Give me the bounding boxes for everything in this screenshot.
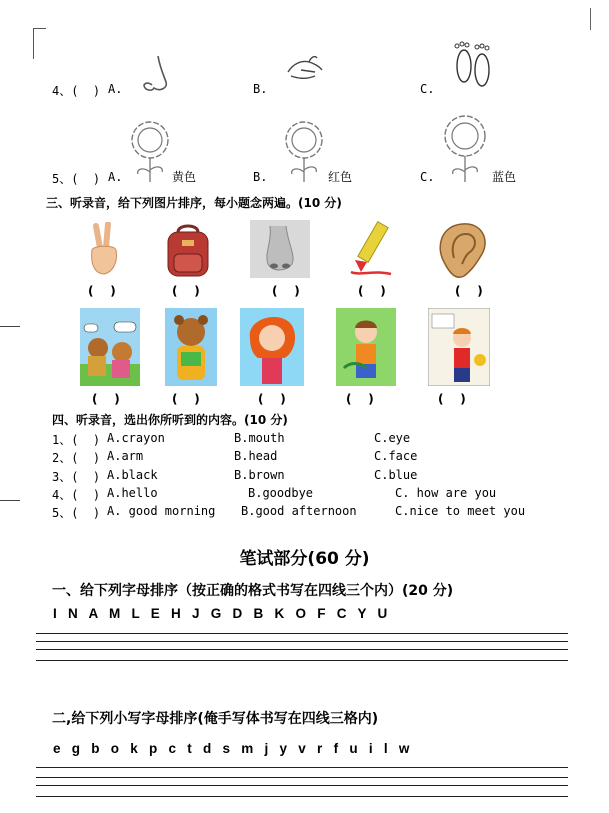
answer-paren[interactable]: ( ) — [172, 284, 200, 298]
s4-row5-number: 5、( ) — [52, 506, 101, 520]
q5-color-c: 蓝色 — [492, 170, 517, 184]
writing-line — [36, 649, 568, 650]
s4-row3-option-b: B.brown — [234, 468, 285, 482]
answer-paren[interactable]: ( ) — [92, 392, 120, 406]
s4-row4-number: 4、( ) — [52, 488, 101, 502]
section3-title: 三、听录音，给下列图片排序，每小题念两遍。(10 分) — [46, 196, 342, 210]
writing-line — [36, 641, 568, 642]
backpack-image — [160, 222, 216, 280]
girl-image — [240, 308, 304, 386]
q5-option-b: B. — [253, 170, 268, 184]
s4-row1-option-b: B.mouth — [234, 431, 285, 445]
lowercase-letters: e g b o k p c t d s m j y v r f u i l w — [53, 741, 410, 756]
writing-line — [36, 777, 568, 778]
answer-paren[interactable]: ( ) — [358, 284, 386, 298]
s4-row4-option-b: B.goodbye — [248, 486, 314, 500]
s4-row1-number: 1、( ) — [52, 433, 101, 447]
answer-paren[interactable]: ( ) — [438, 392, 466, 406]
writing-line — [36, 767, 568, 768]
writing-line — [36, 785, 568, 786]
written-q2-title: 二,给下列小写字母排序(俺手写体书写在四线三格内) — [52, 711, 379, 727]
answer-paren[interactable]: ( ) — [455, 284, 483, 298]
q4-option-c: C. — [420, 82, 435, 96]
written-q1-title: 一、给下列字母排序（按正确的格式书写在四线三个内）(20 分) — [52, 583, 454, 599]
q5-option-c: C. — [420, 170, 435, 184]
binding-mark — [0, 500, 20, 501]
crayon-image — [345, 220, 395, 278]
q5-color-a: 黄色 — [172, 170, 197, 184]
s4-row3-option-a: A.black — [107, 468, 158, 482]
bear-pointing-image — [165, 308, 217, 386]
s4-row3-number: 3、( ) — [52, 470, 101, 484]
feet-image — [448, 38, 498, 90]
s4-row4-option-a: A.hello — [107, 486, 158, 500]
nose-image — [130, 52, 182, 96]
uppercase-letters: I N A M L E H J G D B K O F C Y U — [53, 606, 388, 621]
s4-row3-option-c: C.blue — [374, 468, 418, 482]
page-corner-mark-right — [590, 8, 591, 30]
flower-image-c — [441, 114, 489, 184]
written-part-title: 笔试部分(60 分) — [239, 549, 370, 569]
answer-paren[interactable]: ( ) — [172, 392, 200, 406]
s4-row1-option-a: A.crayon — [107, 431, 165, 445]
binding-mark — [0, 326, 20, 327]
ear-image — [430, 218, 496, 280]
s4-row5-option-c: C.nice to meet you — [395, 504, 526, 518]
s4-row2-option-a: A.arm — [107, 449, 144, 463]
q4-option-a: A. — [108, 82, 123, 96]
s4-row5-option-a: A. good morning — [107, 504, 216, 518]
q5-color-b: 红色 — [328, 170, 353, 184]
hand-image — [285, 52, 325, 90]
flower-image-a — [128, 118, 172, 184]
q5-number: 5、( ) — [52, 172, 101, 186]
s4-row2-number: 2、( ) — [52, 451, 101, 465]
q4-option-b: B. — [253, 82, 268, 96]
writing-line — [36, 660, 568, 661]
bears-hello-image — [80, 308, 140, 386]
writing-line — [36, 633, 568, 634]
flower-image-b — [282, 118, 326, 184]
page-corner-mark-left — [33, 28, 46, 59]
boy-image — [336, 308, 396, 386]
q4-number: 4、( ) — [52, 84, 101, 98]
classroom-boy-image — [428, 308, 490, 386]
nose-photo-image — [250, 220, 310, 278]
writing-line — [36, 796, 568, 797]
answer-paren[interactable]: ( ) — [88, 284, 116, 298]
two-fingers-image — [84, 222, 126, 278]
answer-paren[interactable]: ( ) — [346, 392, 374, 406]
answer-paren[interactable]: ( ) — [258, 392, 286, 406]
s4-row2-option-c: C.face — [374, 449, 418, 463]
s4-row4-option-c: C. how are you — [395, 486, 497, 500]
s4-row5-option-b: B.good afternoon — [241, 504, 357, 518]
s4-row2-option-b: B.head — [234, 449, 278, 463]
answer-paren[interactable]: ( ) — [272, 284, 300, 298]
s4-row1-option-c: C.eye — [374, 431, 411, 445]
section4-title: 四、听录音，选出你所听到的内容。(10 分) — [52, 413, 288, 427]
q5-option-a: A. — [108, 170, 123, 184]
